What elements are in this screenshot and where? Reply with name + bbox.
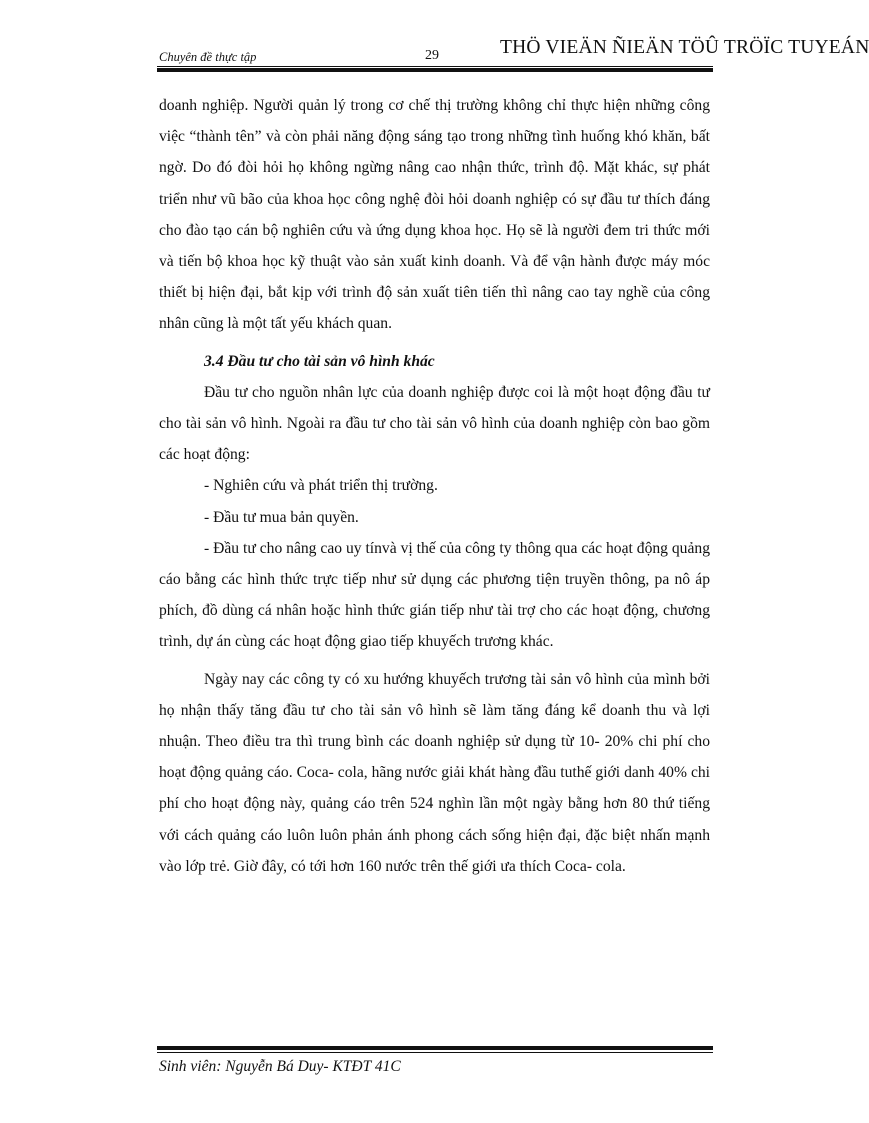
paragraph-advertising-trend: Ngày nay các công ty có xu hướng khuyếch trương tài sản vô hình của mình bởi họ nhận thấy tăng đầu tư cho tài sản vô hình sẽ làm tăng đáng kể doanh thu và lợi nhuận. Theo điều tra thì trung bình các doanh nghiệp sử dụng từ 10- 20% chi phí cho hoạt động quảng cáo. Coca- cola, hãng nước giải khát hàng đầu tuthế giới danh 40% chi phí cho hoạt động này, quảng cáo trên 524 nghìn lần một ngày bằng hơn 80 thứ tiếng với cách quảng cáo luôn luôn phản ánh phong cách sống hiện đại, đặc biệt nhấn mạnh vào lớp trẻ. Giờ đây, có tới hơn 160 nước trên thế giới ưa thích Coca- cola. <box>159 670 710 875</box>
header-rule-thick <box>157 68 713 72</box>
footer-rule-thin <box>157 1052 713 1053</box>
header-library-banner: THÖ VIEÄN ÑIEÄN TÖÛ TRÖÏC TUYEÁN <box>500 37 869 58</box>
paragraph-intangible-assets: Đầu tư cho nguồn nhân lực của doanh nghiệp được coi là một hoạt động đầu tư cho tài sản vô hình. Ngoài ra đầu tư cho tài sản vô hình của doanh nghiệp còn bao gồm các hoạt động: <box>159 383 710 464</box>
list-item-reputation: - Đầu tư cho nâng cao uy tínvà vị thế của công ty thông qua các hoạt động quảng cáo bằng các hình thức trực tiếp như sử dụng các phương tiện truyền thông, pa nô áp phích, đồ dùng cá nhân hoặc hình thức gián tiếp như tài trợ cho các hoạt động, chương trình, dự án cùng các hoạt động giao tiếp khuyếch trương khác. <box>159 539 710 651</box>
header-rule-thin <box>157 66 713 67</box>
list-item-market-research: - Nghiên cứu và phát triển thị trường. <box>204 477 438 495</box>
footer-rule-thick <box>157 1046 713 1050</box>
page-number: 29 <box>425 48 439 63</box>
section-heading: 3.4 Đầu tư cho tài sản vô hình khác <box>204 352 435 370</box>
page-body <box>159 90 710 882</box>
list-item-copyright: - Đầu tư mua bản quyền. <box>204 508 359 526</box>
header-document-title: Chuyên đề thực tập <box>159 50 257 64</box>
footer-student-name: Sinh viên: Nguyễn Bá Duy- KTĐT 41C <box>159 1058 401 1075</box>
paragraph-continuation: doanh nghiệp. Người quản lý trong cơ chế thị trường không chỉ thực hiện những công việc “thành tên” và còn phải năng động sáng tạo trong những tình huống khó khăn, bất ngờ. Do đó đòi hỏi họ không ngừng nâng cao nhận thức, trình độ. Mặt khác, sự phát triển như vũ bão của khoa học công nghệ đòi hỏi doanh nghiệp có sự đầu tư thích đáng cho đào tạo cán bộ nghiên cứu và ứng dụng khoa học. Họ sẽ là người đem tri thức mới và tiến bộ khoa học kỹ thuật vào sản xuất kinh doanh. Và để vận hành được máy móc thiết bị hiện đại, bắt kịp với trình độ sản xuất tiên tiến thì nâng cao tay nghề của công nhân cũng là một tất yếu khách quan. <box>159 97 710 333</box>
